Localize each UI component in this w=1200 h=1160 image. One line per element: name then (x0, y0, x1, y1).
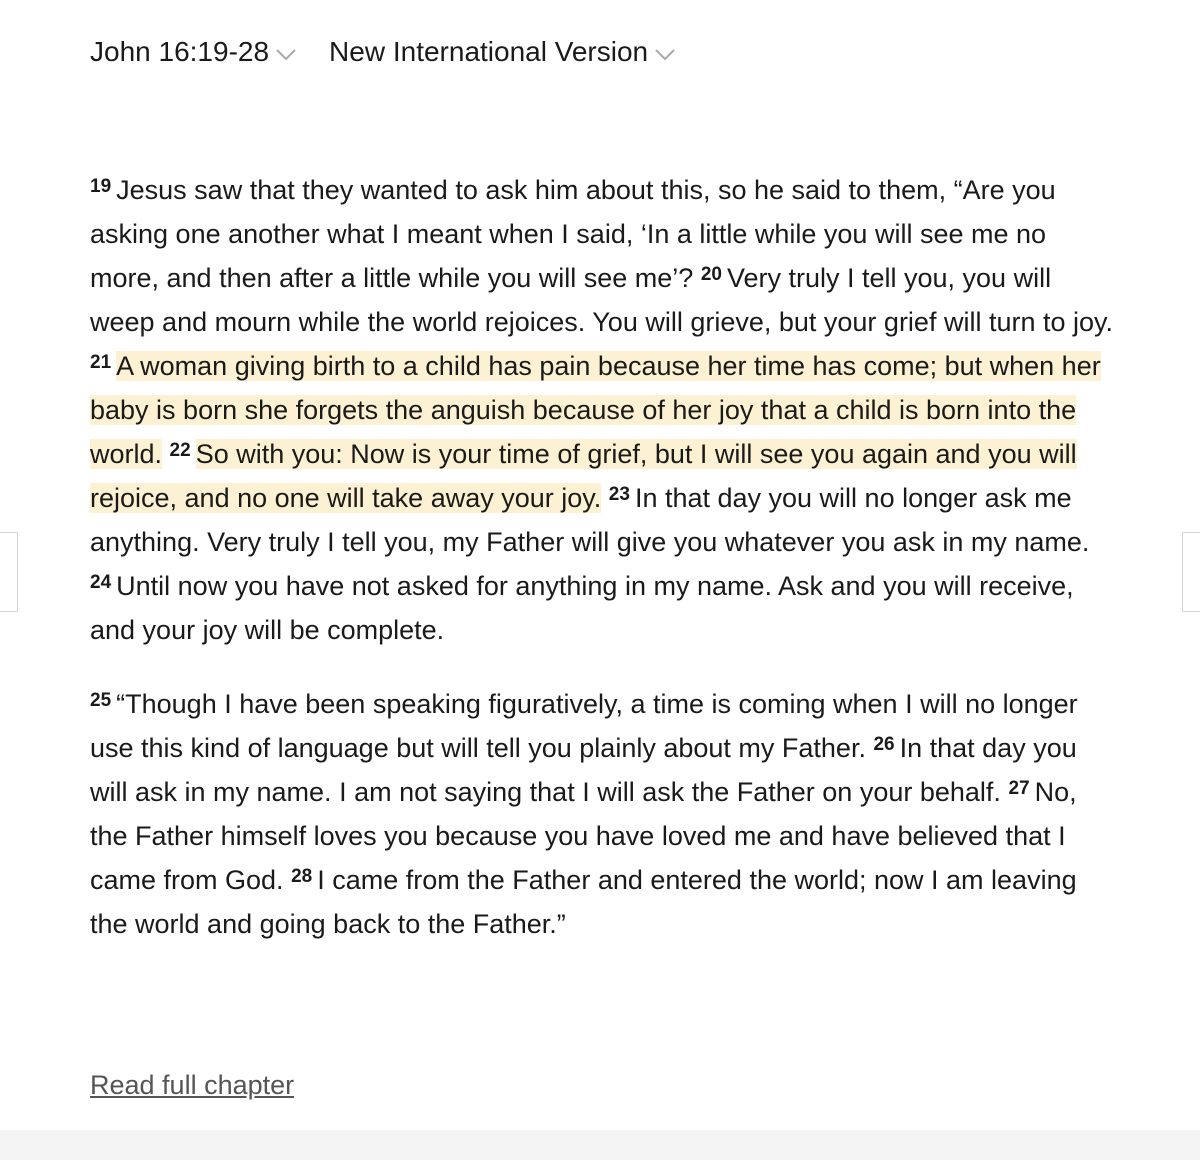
verse-text: No, the Father himself loves you because you have loved me and have believed that I came from God. (90, 777, 1077, 895)
verse-number: 22 (169, 440, 191, 461)
highlighted-verse-text[interactable]: A woman giving birth to a child has pain because her time has come; but when her baby is born she forgets the anguish because of her joy that a child is born into the world. (90, 351, 1101, 469)
verse-text: In that day you will ask in my name. I am not saying that I will ask the Father on your behalf. (90, 733, 1077, 807)
reference-label: John 16:19-28 (90, 36, 270, 67)
bottom-bar (0, 1130, 1200, 1160)
verse-text: I came from the Father and entered the world; now I am leaving the world and going back to the Father.” (90, 865, 1077, 939)
passage-text (90, 168, 1120, 946)
verse-number: 21 (90, 352, 112, 373)
verse-number: 19 (90, 176, 112, 197)
verse-number: 20 (700, 264, 722, 285)
passage-header (90, 36, 676, 68)
verse-text: Jesus saw that they wanted to ask him about this, so he said to them, “Are you asking one another what I meant when I said, ‘In a little while you will see me no more, and then after a little while you will see me’? (90, 175, 1056, 293)
verse-number: 27 (1008, 778, 1030, 799)
version-selector[interactable] (329, 36, 676, 68)
chevron-down-icon (275, 48, 297, 62)
paragraph (90, 682, 1120, 946)
verse-number: 24 (90, 572, 112, 593)
reference-selector[interactable] (90, 36, 297, 68)
verse-number: 28 (291, 866, 313, 887)
chevron-down-icon (654, 48, 676, 62)
version-label: New International Version (329, 36, 649, 67)
next-page-handle[interactable] (1182, 532, 1200, 612)
verse-number: 25 (90, 690, 112, 711)
verse-text: Until now you have not asked for anything in my name. Ask and you will receive, and your joy will be complete. (90, 571, 1074, 645)
previous-page-handle[interactable] (0, 532, 18, 612)
verse-text: “Though I have been speaking figuratively, a time is coming when I will no longer use this kind of language but will tell you plainly about my Father. (90, 689, 1078, 763)
verse-text: Very truly I tell you, you will weep and mourn while the world rejoices. You will grieve, but your grief will turn to joy. (90, 263, 1114, 337)
highlighted-verse-text[interactable]: So with you: Now is your time of grief, but I will see you again and you will rejoice, and no one will take away your joy. (90, 439, 1077, 513)
verse-number: 26 (873, 734, 895, 755)
paragraph (90, 168, 1120, 652)
verse-text: In that day you will no longer ask me anything. Very truly I tell you, my Father will give you whatever you ask in my name. (90, 483, 1090, 557)
verse-number: 23 (608, 484, 630, 505)
read-full-chapter-link[interactable]: Read full chapter (90, 1070, 295, 1100)
